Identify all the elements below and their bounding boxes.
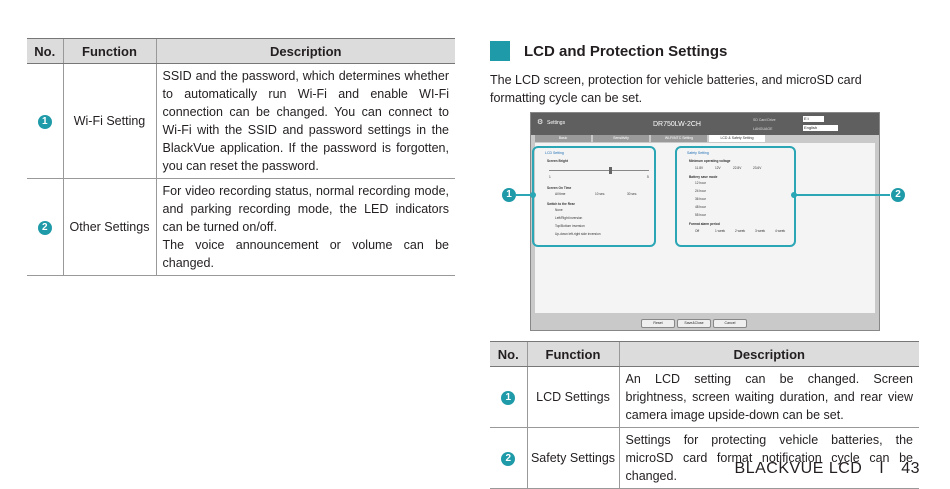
cancel-button[interactable]: Cancel <box>713 319 747 328</box>
radio-option[interactable]: 2 week <box>735 229 746 233</box>
section-intro: The LCD screen, protection for vehicle batteries, and microSD card formatting cycle can be set. <box>490 73 862 105</box>
battery-save-label: Battery save mode <box>689 175 718 179</box>
language-select[interactable]: English <box>803 125 838 131</box>
format-alarm-label: Format alarm period <box>689 222 720 226</box>
model-name: DR750LW-2CH <box>653 121 701 128</box>
callout-badge-left: 1 <box>502 188 516 202</box>
tab-sensitivity[interactable]: Sensitivity <box>593 135 649 142</box>
voltage-label: Minimum operating voltage <box>689 159 731 163</box>
number-badge: 1 <box>501 391 515 405</box>
table-header-row <box>27 39 455 64</box>
radio-option[interactable]: 4 week <box>775 229 786 233</box>
header-function: Function <box>527 342 619 367</box>
brightness-min: 1 <box>549 175 551 179</box>
radio-option[interactable]: Up-down left-right side inversion <box>555 232 601 236</box>
language-label: LANGUAGE <box>753 127 773 131</box>
description-line: The voice announcement or volume can be changed. <box>162 238 449 270</box>
radio-option[interactable]: 24 hour <box>695 189 706 193</box>
table-row <box>490 428 919 489</box>
brightness-max: 5 <box>647 175 649 179</box>
radio-option[interactable]: 23.6V <box>753 166 762 170</box>
safety-panel-title: Safety Setting <box>687 151 709 155</box>
radio-option[interactable]: 12 hour <box>695 181 706 185</box>
sd-card-label: SD Card Drive <box>753 118 776 122</box>
number-badge: 1 <box>38 115 52 129</box>
tab-wifi-ntc[interactable]: Wi-Fi/NTC Setting <box>651 135 707 142</box>
number-badge: 2 <box>501 452 515 466</box>
function-cell: Other Settings <box>63 179 156 276</box>
description-cell: An LCD setting can be changed. Screen brightness, screen waiting duration, and rear view camera image upside-down can be set. <box>619 367 919 428</box>
function-cell: LCD Settings <box>527 367 619 428</box>
radio-option[interactable]: Left/Right inversion <box>555 216 583 220</box>
lcd-panel-title: LCD Setting <box>545 151 564 155</box>
radio-option[interactable]: 11.8V <box>695 166 704 170</box>
tab-lcd-safety[interactable]: LCD & Safety Setting <box>709 135 765 142</box>
footer-separator: I <box>879 460 885 477</box>
header-no: No. <box>490 342 527 367</box>
section-marker-icon <box>490 41 510 61</box>
radio-option[interactable]: Top/Bottom inversion <box>555 224 585 228</box>
radio-option[interactable]: All time <box>555 192 566 196</box>
radio-option[interactable]: 36 hour <box>695 197 706 201</box>
brightness-label: Screen Bright <box>547 159 568 163</box>
safety-settings-highlight <box>675 146 796 247</box>
description-cell: Settings for protecting vehicle batteries, the microSD card format notification cycle can be changed. <box>619 428 919 489</box>
table-row <box>27 64 455 179</box>
radio-option[interactable]: 30 sec. <box>627 192 638 196</box>
header-description: Description <box>156 39 455 64</box>
page-footer <box>735 460 920 478</box>
gear-icon: ⚙ <box>537 119 544 126</box>
header-no: No. <box>27 39 63 64</box>
function-cell: Safety Settings <box>527 428 619 489</box>
description-cell: SSID and the password, which determines whether to automatically run Wi-Fi and enable WI-Fi connection can be changed. You can connect to Wi-Fi with the SSID and password settings in the BlackVue application. If the password is forgotten, you can reset the password. <box>156 64 455 179</box>
table-row <box>27 179 455 276</box>
radio-option[interactable]: 3 week <box>755 229 766 233</box>
function-cell: Wi-Fi Setting <box>63 64 156 179</box>
window-titlebar <box>531 113 879 135</box>
radio-option[interactable]: Off <box>695 229 700 233</box>
footer-brand: BLACKVUE LCD <box>734 460 863 477</box>
radio-option[interactable]: 1 week <box>715 229 726 233</box>
radio-option[interactable]: 55 hour <box>695 213 706 217</box>
radio-option[interactable]: None <box>555 208 563 212</box>
table-row <box>490 367 919 428</box>
description-line: For video recording status, normal recording mode, and parking recording mode, the LED indicators can be turned on/off. <box>162 184 449 234</box>
header-function: Function <box>63 39 156 64</box>
window-title: Settings <box>547 120 566 126</box>
callout-badge-right: 2 <box>891 188 905 202</box>
radio-option[interactable]: 22.8V <box>733 166 742 170</box>
description-cell <box>156 179 455 276</box>
section-title: LCD and Protection Settings <box>524 42 728 60</box>
sd-card-select[interactable]: E:\ <box>803 116 824 122</box>
save-close-button[interactable]: Save&Close <box>677 319 711 328</box>
rear-switch-label: Switch to the Rear <box>547 202 575 206</box>
table-header-row <box>490 342 919 367</box>
screen-on-label: Screen On Time <box>547 186 572 190</box>
tab-basic[interactable]: Basic <box>535 135 591 142</box>
page-number: 43 <box>901 460 920 477</box>
number-badge: 2 <box>38 221 52 235</box>
radio-option[interactable]: 10 sec. <box>595 192 606 196</box>
reset-button[interactable]: Reset <box>641 319 675 328</box>
header-description: Description <box>619 342 919 367</box>
wifi-settings-table <box>27 38 455 276</box>
lcd-settings-highlight <box>532 146 656 247</box>
radio-option[interactable]: 12V <box>715 166 721 170</box>
section-heading <box>490 40 727 62</box>
settings-tabs <box>535 135 765 143</box>
radio-option[interactable]: 48 hour <box>695 205 706 209</box>
